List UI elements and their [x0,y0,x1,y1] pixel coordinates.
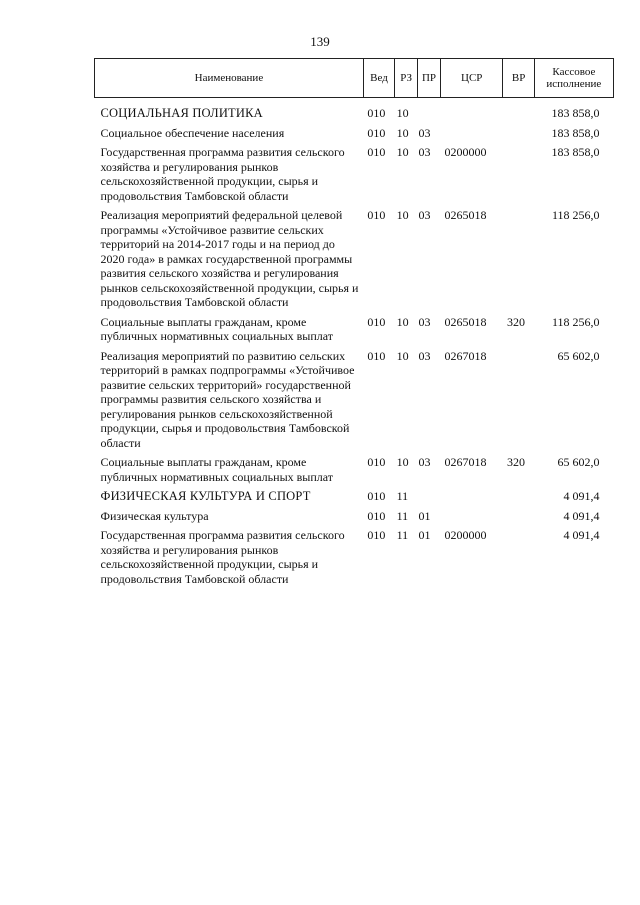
row-vr: 320 [506,455,525,469]
header-vr: ВР [503,59,534,98]
row-pr: 01 [418,528,431,542]
row-pr: 03 [418,208,431,222]
row-sum: 4 091,4 [563,489,600,503]
header-ved: Вед [363,59,394,98]
row-ved: 010 [367,348,386,363]
row-sum: 183 858,0 [551,145,600,159]
row-ved: 010 [367,145,386,159]
row-rz: 11 [396,489,409,503]
row-pr: 03 [418,125,431,140]
row-ved: 010 [367,314,386,329]
row-ved: 010 [367,125,386,140]
row-vr [503,349,534,456]
row-ved: 010 [367,455,386,469]
row-sum: 65 602,0 [557,348,600,363]
row-vr [503,145,534,208]
row-csr [440,509,503,529]
row-name: Реализация мероприятий по развитию сельских территорий в рамках подпрограммы «Устойчивое развитие сельских территорий» государственной программы развития сельского хозяйства и регулирования рынков сельскохозяйственной продукции, сырья и продовольствия Тамбовской области [100,348,355,450]
row-pr: 03 [418,145,431,159]
row-pr: 03 [418,348,431,363]
row-name: Государственная программа развития сельского хозяйства и регулирования рынков сельскохозяйственной продукции, сырья и продовольствия Тамбовской области [100,528,345,586]
table-row [95,126,614,146]
table-header-row [95,59,614,98]
table-row [95,145,614,208]
row-sum: 4 091,4 [563,528,600,542]
row-rz: 10 [396,208,409,222]
row-rz: 10 [396,106,409,120]
row-vr [503,126,534,146]
header-sum: Кассовое исполнение [534,59,613,98]
row-csr: 0265018 [444,208,487,222]
row-csr [440,126,503,146]
table-row [95,349,614,456]
table-row [95,208,614,315]
row-vr: 320 [506,314,525,329]
row-pr [418,98,441,126]
table-row [95,98,614,126]
row-name: Социальные выплаты гражданам, кроме публичных нормативных социальных выплат [100,314,334,343]
row-sum: 183 858,0 [551,106,600,120]
header-rz: РЗ [395,59,418,98]
table-row [95,315,614,349]
row-sum: 118 256,0 [551,314,600,329]
row-pr: 03 [418,314,431,329]
table-row [95,489,614,509]
row-rz: 10 [396,125,409,140]
row-rz: 11 [396,528,409,542]
row-name: СОЦИАЛЬНАЯ ПОЛИТИКА [100,106,263,120]
header-pr: ПР [418,59,441,98]
row-csr: 0267018 [444,348,487,363]
row-ved: 010 [367,508,386,523]
row-vr [503,528,534,591]
row-ved: 010 [367,106,386,120]
row-ved: 010 [367,208,386,222]
row-vr [503,509,534,529]
row-name: Реализация мероприятий федеральной целевой программы «Устойчивое развитие сельских территорий на 2014-2017 годы и на период до 2020 года» в рамках государственной программы развития сельского хозяйства и регулирования рынков сельскохозяйственной продукции, сырья и продовольствия Тамбовской области [100,208,359,309]
row-pr [418,489,441,509]
row-sum: 65 602,0 [557,455,600,469]
row-rz: 10 [396,455,409,469]
row-csr [440,489,503,509]
row-pr: 01 [418,508,431,523]
row-rz: 11 [396,508,409,523]
row-csr: 0200000 [444,145,487,159]
table-row [95,455,614,489]
row-rz: 10 [396,314,409,329]
row-ved: 010 [367,528,386,542]
row-pr: 03 [418,455,431,469]
header-csr: ЦСР [440,59,503,98]
table-row [95,509,614,529]
row-vr [503,98,534,126]
row-rz: 10 [396,348,409,363]
table-row [95,528,614,591]
row-vr [503,489,534,509]
row-name: Физическая культура [100,508,209,523]
row-rz: 10 [396,145,409,159]
row-csr: 0267018 [444,455,487,469]
budget-execution-table [94,58,614,591]
row-name: ФИЗИЧЕСКАЯ КУЛЬТУРА И СПОРТ [100,489,311,503]
row-name: Социальные выплаты гражданам, кроме публичных нормативных социальных выплат [100,455,334,484]
row-sum: 118 256,0 [551,208,600,222]
row-name: Социальное обеспечение населения [100,125,285,140]
row-name: Государственная программа развития сельского хозяйства и регулирования рынков сельскохозяйственной продукции, сырья и продовольствия Тамбовской области [100,145,345,203]
header-name: Наименование [95,59,364,98]
row-csr [440,98,503,126]
row-csr: 0200000 [444,528,487,542]
page-number: 139 [310,34,330,49]
row-csr: 0265018 [444,314,487,329]
row-ved: 010 [367,489,386,503]
row-sum: 4 091,4 [563,508,600,523]
row-vr [503,208,534,315]
row-sum: 183 858,0 [551,125,600,140]
